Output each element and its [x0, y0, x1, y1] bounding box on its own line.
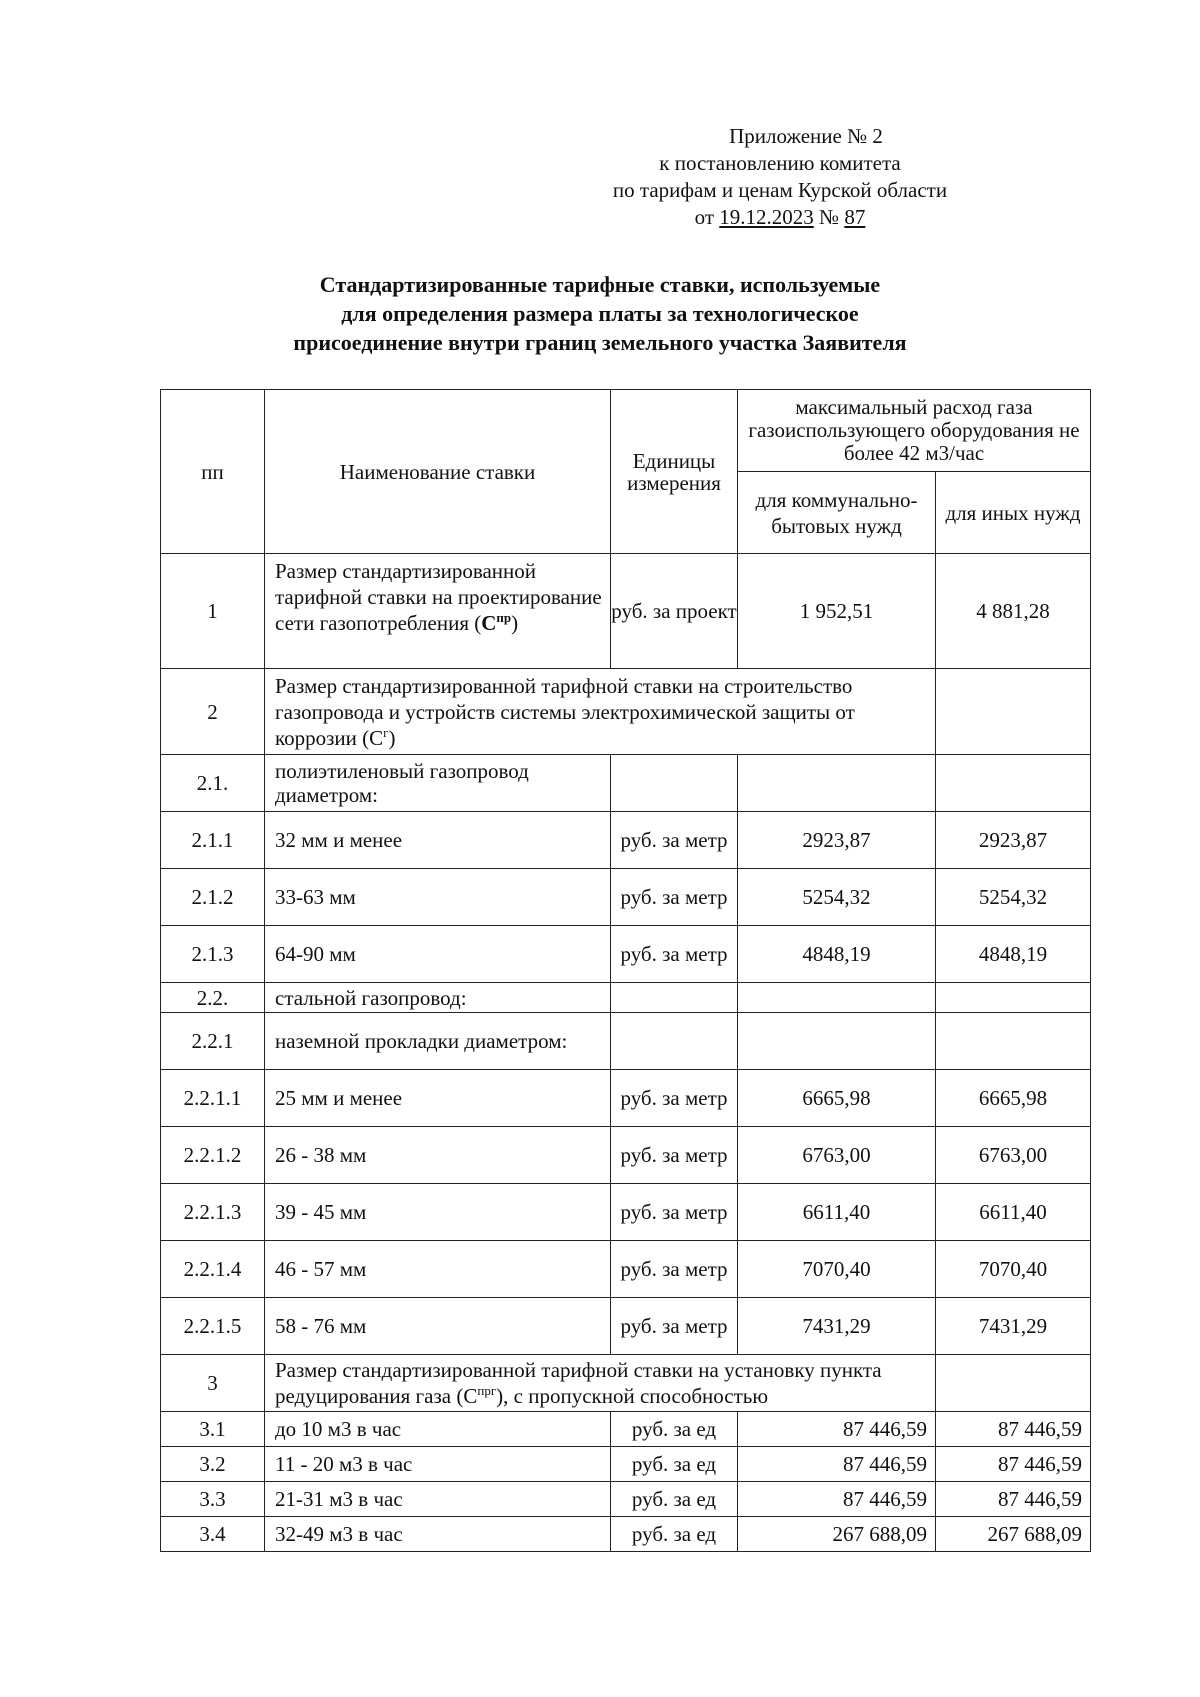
- row-empty-cell: [936, 1013, 1091, 1070]
- row-name: 46 - 57 мм: [265, 1241, 611, 1298]
- row-pp: 3.4: [161, 1517, 265, 1552]
- row-unit: руб. за метр: [611, 926, 738, 983]
- row-unit: руб. за ед: [611, 1517, 738, 1552]
- number-prefix: №: [819, 205, 840, 229]
- header-col-household: для коммунально-бытовых нужд: [738, 472, 936, 554]
- row-name-close: ): [511, 611, 519, 635]
- row-value-household: 6763,00: [738, 1127, 936, 1184]
- row-value-other: 267 688,09: [936, 1517, 1091, 1552]
- title-line-2: для определения размера платы за технологическое: [341, 301, 859, 326]
- row-unit: руб. за ед: [611, 1412, 738, 1447]
- row-pp: 1: [161, 554, 265, 669]
- row-pp: 3: [161, 1355, 265, 1412]
- appendix-date-line: [560, 204, 1000, 231]
- row-unit: руб. за метр: [611, 812, 738, 869]
- table-row: [161, 1298, 1091, 1355]
- row-name: [265, 1355, 936, 1412]
- row-empty-cell: [936, 669, 1091, 755]
- row-symbol-sup: пр: [496, 610, 512, 625]
- document-title: [150, 270, 1050, 357]
- row-value-household: 87 446,59: [738, 1482, 936, 1517]
- table-row: [161, 1127, 1091, 1184]
- row-name: 39 - 45 мм: [265, 1184, 611, 1241]
- row-symbol-sup: г: [383, 724, 389, 740]
- table-row: [161, 1070, 1091, 1127]
- row-empty-cell: [738, 1013, 936, 1070]
- row-symbol: С: [481, 611, 497, 635]
- table-row: [161, 1412, 1091, 1447]
- row-name-text: Размер стандартизированной тарифной ставки на установку пункта редуцирования газа (С: [275, 1358, 882, 1408]
- row-unit: руб. за метр: [611, 1070, 738, 1127]
- row-name: 26 - 38 мм: [265, 1127, 611, 1184]
- tariff-table: [160, 389, 1091, 1552]
- row-pp: 3.2: [161, 1447, 265, 1482]
- appendix-authority-line: по тарифам и ценам Курской области: [612, 178, 948, 202]
- row-unit: руб. за метр: [611, 1184, 738, 1241]
- row-name-text: Размер стандартизированной тарифной ставки на строительство газопровода и устройств системы электрохимической защиты от коррозии (С: [275, 673, 855, 750]
- row-pp: 2.2.1.4: [161, 1241, 265, 1298]
- row-name-close: ), с пропускной способностью: [496, 1384, 769, 1408]
- row-pp: 2.2.: [161, 983, 265, 1013]
- row-empty-cell: [936, 983, 1091, 1013]
- row-unit: руб. за ед: [611, 1447, 738, 1482]
- row-pp: 2.1.2: [161, 869, 265, 926]
- row-pp: 2: [161, 669, 265, 755]
- row-name: наземной прокладки диаметром:: [265, 1013, 611, 1070]
- row-pp: 3.1: [161, 1412, 265, 1447]
- row-pp: 3.3: [161, 1482, 265, 1517]
- row-unit: руб. за метр: [611, 869, 738, 926]
- title-line-1: Стандартизированные тарифные ставки, используемые: [319, 272, 881, 297]
- row-pp: 2.1.1: [161, 812, 265, 869]
- row-value-household: 5254,32: [738, 869, 936, 926]
- row-empty-cell: [611, 983, 738, 1013]
- row-name: 64-90 мм: [265, 926, 611, 983]
- table-row: [161, 1241, 1091, 1298]
- appendix-header: [560, 123, 1000, 231]
- row-unit: руб. за проект: [611, 554, 738, 669]
- header-pp: пп: [161, 390, 265, 554]
- row-unit: руб. за ед: [611, 1482, 738, 1517]
- row-name-close: ): [388, 725, 396, 750]
- row-value-household: 87 446,59: [738, 1412, 936, 1447]
- row-value-household: 7431,29: [738, 1298, 936, 1355]
- row-name: 32-49 м3 в час: [265, 1517, 611, 1552]
- row-empty-cell: [611, 755, 738, 812]
- row-value-household: 4848,19: [738, 926, 936, 983]
- row-pp: 2.2.1.3: [161, 1184, 265, 1241]
- date-prefix: от: [694, 205, 715, 229]
- appendix-number: Приложение № 2: [729, 124, 883, 148]
- row-empty-cell: [738, 983, 936, 1013]
- row-pp: 2.2.1.5: [161, 1298, 265, 1355]
- row-empty-cell: [738, 755, 936, 812]
- row-name: 21-31 м3 в час: [265, 1482, 611, 1517]
- row-value-other: 4848,19: [936, 926, 1091, 983]
- row-empty-cell: [936, 755, 1091, 812]
- row-unit: руб. за метр: [611, 1127, 738, 1184]
- resolution-date: 19.12.2023: [719, 205, 814, 229]
- row-symbol-sup: прг: [477, 1383, 497, 1398]
- table-row: [161, 1517, 1091, 1552]
- table-header-row: [161, 390, 1091, 472]
- header-name: Наименование ставки: [265, 390, 611, 554]
- row-name: 11 - 20 м3 в час: [265, 1447, 611, 1482]
- title-line-3: присоединение внутри границ земельного участка Заявителя: [293, 330, 907, 355]
- table-row: [161, 812, 1091, 869]
- row-value-household: 2923,87: [738, 812, 936, 869]
- row-value-other: 87 446,59: [936, 1412, 1091, 1447]
- row-pp: 2.1.3: [161, 926, 265, 983]
- table-row: [161, 1355, 1091, 1412]
- table-row: [161, 554, 1091, 669]
- row-name: 32 мм и менее: [265, 812, 611, 869]
- row-name: 33-63 мм: [265, 869, 611, 926]
- row-empty-cell: [936, 1355, 1091, 1412]
- table-row: [161, 1482, 1091, 1517]
- table-row: [161, 669, 1091, 755]
- header-group: максимальный расход газа газоиспользующего оборудования не более 42 м3/час: [738, 390, 1091, 472]
- resolution-number: 87: [844, 205, 866, 229]
- row-name: 25 мм и менее: [265, 1070, 611, 1127]
- table-row: [161, 1447, 1091, 1482]
- row-pp: 2.2.1.1: [161, 1070, 265, 1127]
- appendix-ref-line: к постановлению комитета: [659, 151, 901, 175]
- row-value-household: 6611,40: [738, 1184, 936, 1241]
- row-value-other: 5254,32: [936, 869, 1091, 926]
- row-unit: руб. за метр: [611, 1241, 738, 1298]
- row-value-other: 7431,29: [936, 1298, 1091, 1355]
- row-value-household: 267 688,09: [738, 1517, 936, 1552]
- row-name-text: Размер стандартизированной тарифной ставки на проектирование сети газопотребления (: [275, 559, 602, 635]
- row-value-other: 4 881,28: [936, 554, 1091, 669]
- row-value-household: 87 446,59: [738, 1447, 936, 1482]
- row-name: стальной газопровод:: [265, 983, 611, 1013]
- table-row: [161, 869, 1091, 926]
- table-row: [161, 983, 1091, 1013]
- table-row: [161, 926, 1091, 983]
- row-pp: 2.2.1.2: [161, 1127, 265, 1184]
- header-col-other: для иных нужд: [936, 472, 1091, 554]
- row-pp: 2.1.: [161, 755, 265, 812]
- row-value-other: 7070,40: [936, 1241, 1091, 1298]
- row-value-other: 2923,87: [936, 812, 1091, 869]
- row-name: 58 - 76 мм: [265, 1298, 611, 1355]
- row-value-other: 87 446,59: [936, 1482, 1091, 1517]
- row-pp: 2.2.1: [161, 1013, 265, 1070]
- row-name: [265, 554, 611, 669]
- row-value-other: 6611,40: [936, 1184, 1091, 1241]
- row-value-other: 6665,98: [936, 1070, 1091, 1127]
- row-value-other: 6763,00: [936, 1127, 1091, 1184]
- row-value-household: 7070,40: [738, 1241, 936, 1298]
- row-value-household: 6665,98: [738, 1070, 936, 1127]
- row-unit: руб. за метр: [611, 1298, 738, 1355]
- row-empty-cell: [611, 1013, 738, 1070]
- row-name: до 10 м3 в час: [265, 1412, 611, 1447]
- table-row: [161, 755, 1091, 812]
- row-name: [265, 669, 936, 755]
- table-row: [161, 1013, 1091, 1070]
- row-value-household: 1 952,51: [738, 554, 936, 669]
- row-value-other: 87 446,59: [936, 1447, 1091, 1482]
- header-units: Единицы измерения: [611, 390, 738, 554]
- table-row: [161, 1184, 1091, 1241]
- row-name: полиэтиленовый газопровод диаметром:: [265, 755, 611, 812]
